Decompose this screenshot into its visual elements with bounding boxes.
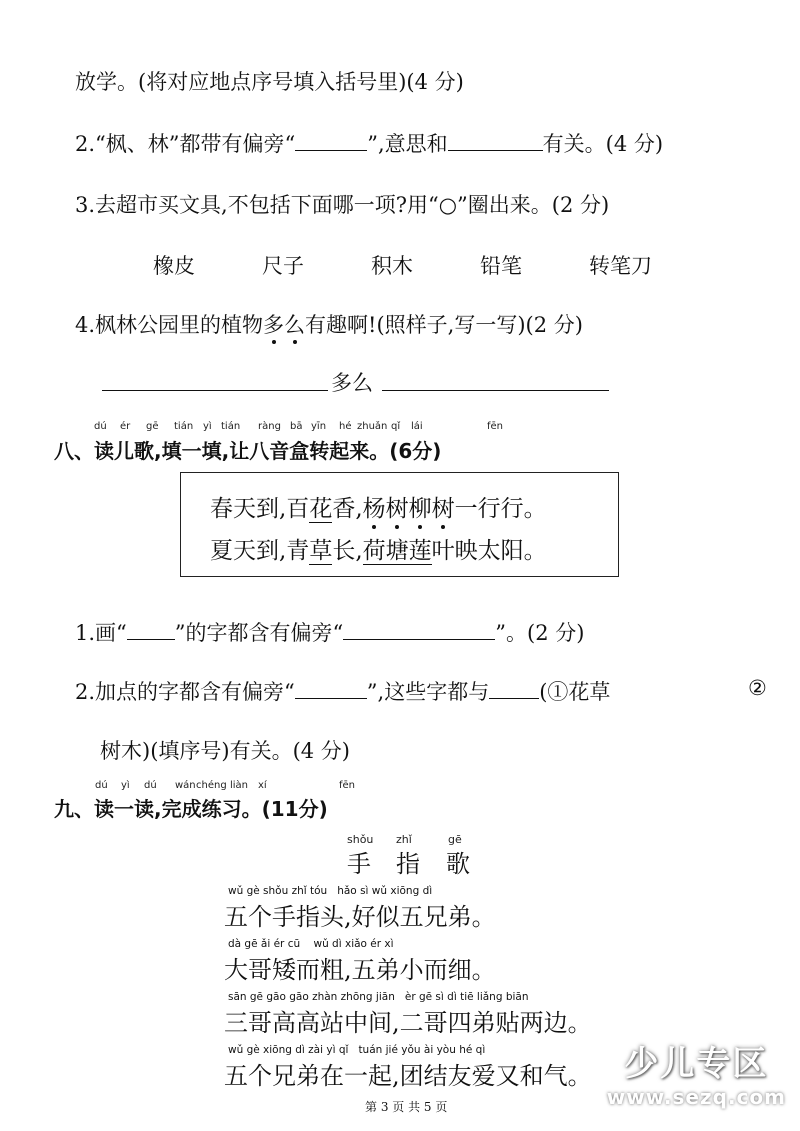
sec8-q1-text-c: ”。(2 分) (495, 621, 585, 645)
pinyin: tián (174, 421, 194, 432)
poem-title-char: 手 (347, 850, 371, 878)
pinyin: bā (290, 421, 303, 432)
pinyin: lái (411, 421, 423, 432)
watermark-url: www.sezq.com (606, 1085, 786, 1109)
page-footer: 第 3 页 共 5 页 (365, 1100, 448, 1114)
poem-line-1-pinyin: wǔ gè shǒu zhǐ tóu hǎo sì wǔ xiōng dì (228, 885, 433, 897)
pinyin: fēn (339, 780, 356, 791)
pinyin: qǐ (391, 421, 401, 432)
poem-text: 长, (332, 538, 363, 564)
sec8-q1-text-b: ”的字都含有偏旁“ (174, 621, 344, 645)
poem-title-pinyin: gē (448, 833, 462, 846)
poem-line-2 (210, 532, 547, 565)
pinyin: zhuǎn (357, 421, 388, 432)
q7-3-option-3[interactable]: 积木 (371, 254, 413, 278)
pinyin: tián (221, 421, 241, 432)
pinyin: liàn (230, 780, 249, 791)
q7-2-blank-meaning[interactable] (448, 132, 543, 151)
q7-question-3: 3.去超市买文具,不包括下面哪一项?用“○”圈出来。(2 分) (75, 193, 610, 217)
sec8-q1-sample-line (127, 621, 175, 640)
pinyin: xí (258, 780, 267, 791)
poem-dotted-char: 树 (385, 496, 409, 522)
poem-line-4-pinyin: wǔ gè xiōng dì zài yì qǐ tuán jié yǒu ài yòu hé qì (228, 1044, 486, 1056)
pinyin: chéng (196, 780, 227, 791)
q7-3-option-2[interactable]: 尺子 (262, 254, 304, 278)
poem-underlined-char: 莲 (408, 538, 432, 564)
poem-line-4-text: 五个兄弟在一起,团结友爱又和气。 (224, 1062, 592, 1090)
poem-underlined-char: 塘 (385, 538, 409, 564)
sec8-q2-text-b: ”,这些字都与 (366, 680, 490, 704)
pinyin: yīn (311, 421, 327, 432)
poem-dotted-char: 树 (431, 496, 455, 522)
pinyin: gē (146, 421, 159, 432)
q7-instruction-end: 放学。(将对应地点序号填入括号里)(4 分) (75, 70, 464, 94)
q7-3-option-1[interactable]: 橡皮 (153, 254, 195, 278)
poem-text: 香, (332, 496, 363, 522)
poem-line-3-text: 三哥高高站中间,二哥四弟贴两边。 (224, 1009, 592, 1037)
q7-3-option-4[interactable]: 铅笔 (480, 254, 522, 278)
poem-line-2-text: 大哥矮而粗,五弟小而细。 (224, 956, 496, 984)
sec8-q2-blank-radical[interactable] (295, 680, 367, 699)
poem-line-1-text: 五个手指头,好似五兄弟。 (224, 903, 496, 931)
sec8-q2-blank-choice[interactable] (489, 680, 539, 699)
q7-4-dotted-char-1: 多 (263, 313, 285, 337)
q7-2-blank-radical[interactable] (295, 132, 367, 151)
q7-3-option-5[interactable]: 转笔刀 (589, 254, 652, 278)
q7-4-text-b: 有趣啊!(照样子,写一写)(2 分) (305, 313, 583, 337)
pinyin: dú (95, 780, 108, 791)
poem-underlined-char: 荷 (362, 538, 386, 564)
poem-underlined-char: 花 (309, 496, 333, 522)
watermark-logo: 少儿专区 (624, 1044, 769, 1084)
pinyin: hé (339, 421, 352, 432)
pinyin: ràng (258, 421, 281, 432)
q7-2-text-a: 2.“枫、林”都带有偏旁“ (75, 132, 296, 156)
sec8-q2-text-c: (①花草 (539, 680, 611, 704)
pinyin: dú (94, 421, 107, 432)
poem-text: 叶映太阳。 (431, 538, 547, 564)
sec8-q1-text-a: 1.画“ (75, 621, 127, 645)
poem-dotted-char: 杨 (362, 496, 386, 522)
sec8-question-2 (75, 676, 610, 706)
poem-dotted-char: 柳 (408, 496, 432, 522)
poem-title-char: 歌 (446, 850, 470, 878)
poem-line-2-pinyin: dà gē ǎi ér cū wǔ dì xiǎo ér xì (228, 938, 394, 950)
sec8-q2-text-a: 2.加点的字都含有偏旁“ (75, 680, 295, 704)
q7-4-blank-after[interactable] (382, 390, 609, 391)
poem-text: 夏天到,青 (210, 538, 310, 564)
q7-2-text-c: 有关。(4 分) (542, 132, 664, 156)
pinyin: dú (144, 780, 157, 791)
pinyin: fēn (487, 421, 504, 432)
site-watermark (607, 1036, 786, 1109)
q7-4-dotted-char-2: 么 (284, 313, 306, 337)
poem-underlined-char: 草 (309, 538, 333, 564)
poem-text: 春天到,百 (210, 496, 310, 522)
poem-title-pinyin: shǒu (347, 833, 374, 846)
q7-4-text-a: 4.枫林公园里的植物 (75, 313, 264, 337)
poem-title-pinyin: zhǐ (396, 833, 412, 846)
q7-4-example-word: 多么 (331, 371, 373, 395)
sec8-title: 八、读儿歌,填一填,让八音盒转起来。(6分) (54, 439, 442, 463)
pinyin: yì (203, 421, 212, 432)
poem-line-1 (210, 490, 547, 523)
poem-line-3-pinyin: sān gē gāo gāo zhàn zhōng jiān èr gē sì dì tiē liǎng biān (228, 991, 529, 1003)
pinyin: ér (120, 421, 131, 432)
pinyin: wán (175, 780, 196, 791)
sec8-q2-line-2: 树木)(填序号)有关。(4 分) (100, 739, 350, 763)
poem-title-char: 指 (396, 850, 420, 878)
sec8-question-1 (75, 617, 584, 647)
pinyin: yì (121, 780, 130, 791)
sec8-q2-option-2-mark: ② (748, 676, 767, 700)
sec9-title: 九、读一读,完成练习。(11分) (54, 797, 328, 821)
q7-question-2 (75, 128, 663, 158)
q7-question-4 (75, 309, 583, 339)
sec8-q1-blank[interactable] (343, 621, 495, 640)
q7-2-text-b: ”,意思和 (367, 132, 448, 156)
poem-text: 一行行。 (454, 496, 547, 522)
q7-4-blank-before[interactable] (102, 390, 328, 391)
